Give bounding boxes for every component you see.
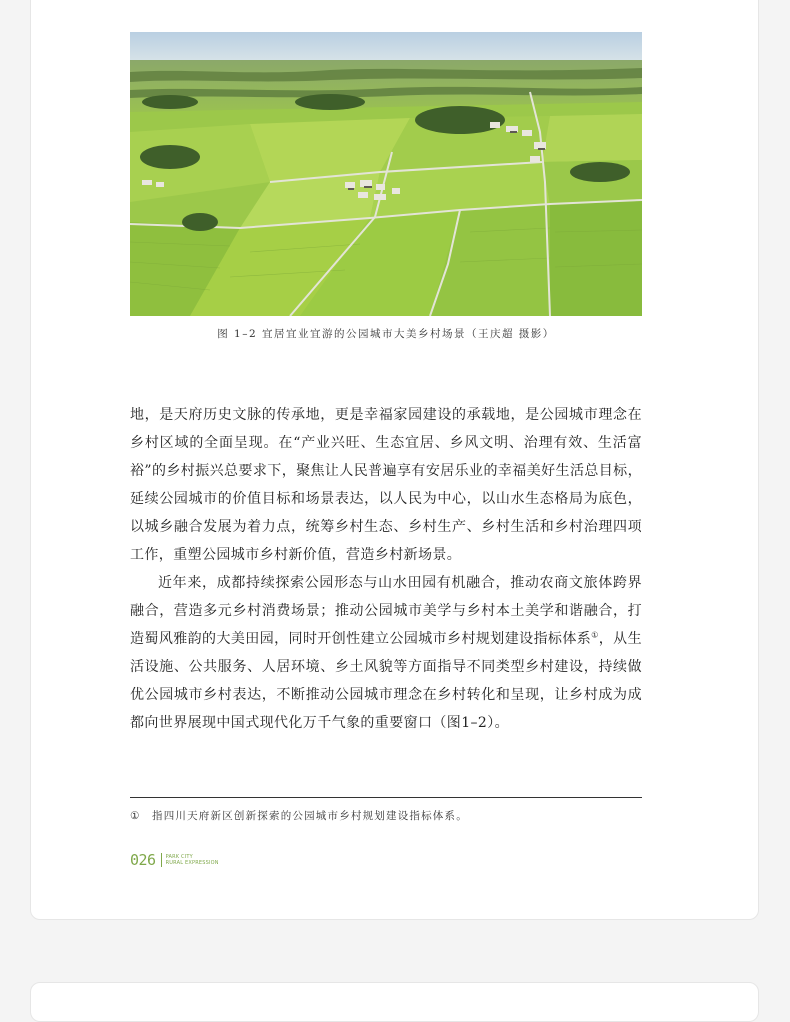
next-page-edge [30,982,759,1022]
page-number: 026 [130,851,156,869]
paragraph-2-text-b: ，从生活设施、公共服务、人居环境、乡土风貌等方面指导不同类型乡村建设，持续做优公园城市乡村表达，不断推动公园城市理念在乡村转化和呈现，让乡村成为成都向世界展现中国式现代化万千气象的重要窗口（图1–2）。 [130,631,642,731]
running-title [166,854,219,866]
footnote-mark: ① [130,810,141,822]
paragraph-2-text-a: 近年来，成都持续探索公园形态与山水田园有机融合，推动农商文旅体跨界融合，营造多元乡村消费场景；推动公园城市美学与乡村本土美学和谐融合，打造蜀风雅韵的大美田园，同时开创性建立公园城市乡村规划建设指标体系 [130,575,642,647]
body-text [130,401,642,737]
aerial-farmland-photo [130,32,642,316]
footnote-divider [130,797,642,798]
farmland-illustration [130,32,642,316]
page-folio [130,851,219,869]
figure-caption: 图 1–2 宜居宜业宜游的公园城市大美乡村场景（王庆超 摄影） [217,328,555,340]
paragraph-2 [130,569,642,737]
running-title-line-2: RURAL EXPRESSION [165,860,219,866]
footnote-reference[interactable]: ① [591,630,599,640]
footnote [130,808,642,823]
running-title-line-1: PARK CITY [165,854,193,860]
footnote-text: 指四川天府新区创新探索的公园城市乡村规划建设指标体系。 [152,810,468,822]
folio-divider [161,853,162,867]
paragraph-1: 地，是天府历史文脉的传承地，更是幸福家园建设的承载地，是公园城市理念在乡村区域的全面呈现。在“产业兴旺、生态宜居、乡风文明、治理有效、生活富裕”的乡村振兴总要求下，聚焦让人民普遍享有安居乐业的幸福美好生活总目标，延续公园城市的价值目标和场景表达，以人民为中心，以山水生态格局为底色，以城乡融合发展为着力点，统筹乡村生态、乡村生产、乡村生活和乡村治理四项工作，重塑公园城市乡村新价值，营造乡村新场景。 [130,407,642,563]
book-page [30,0,759,920]
